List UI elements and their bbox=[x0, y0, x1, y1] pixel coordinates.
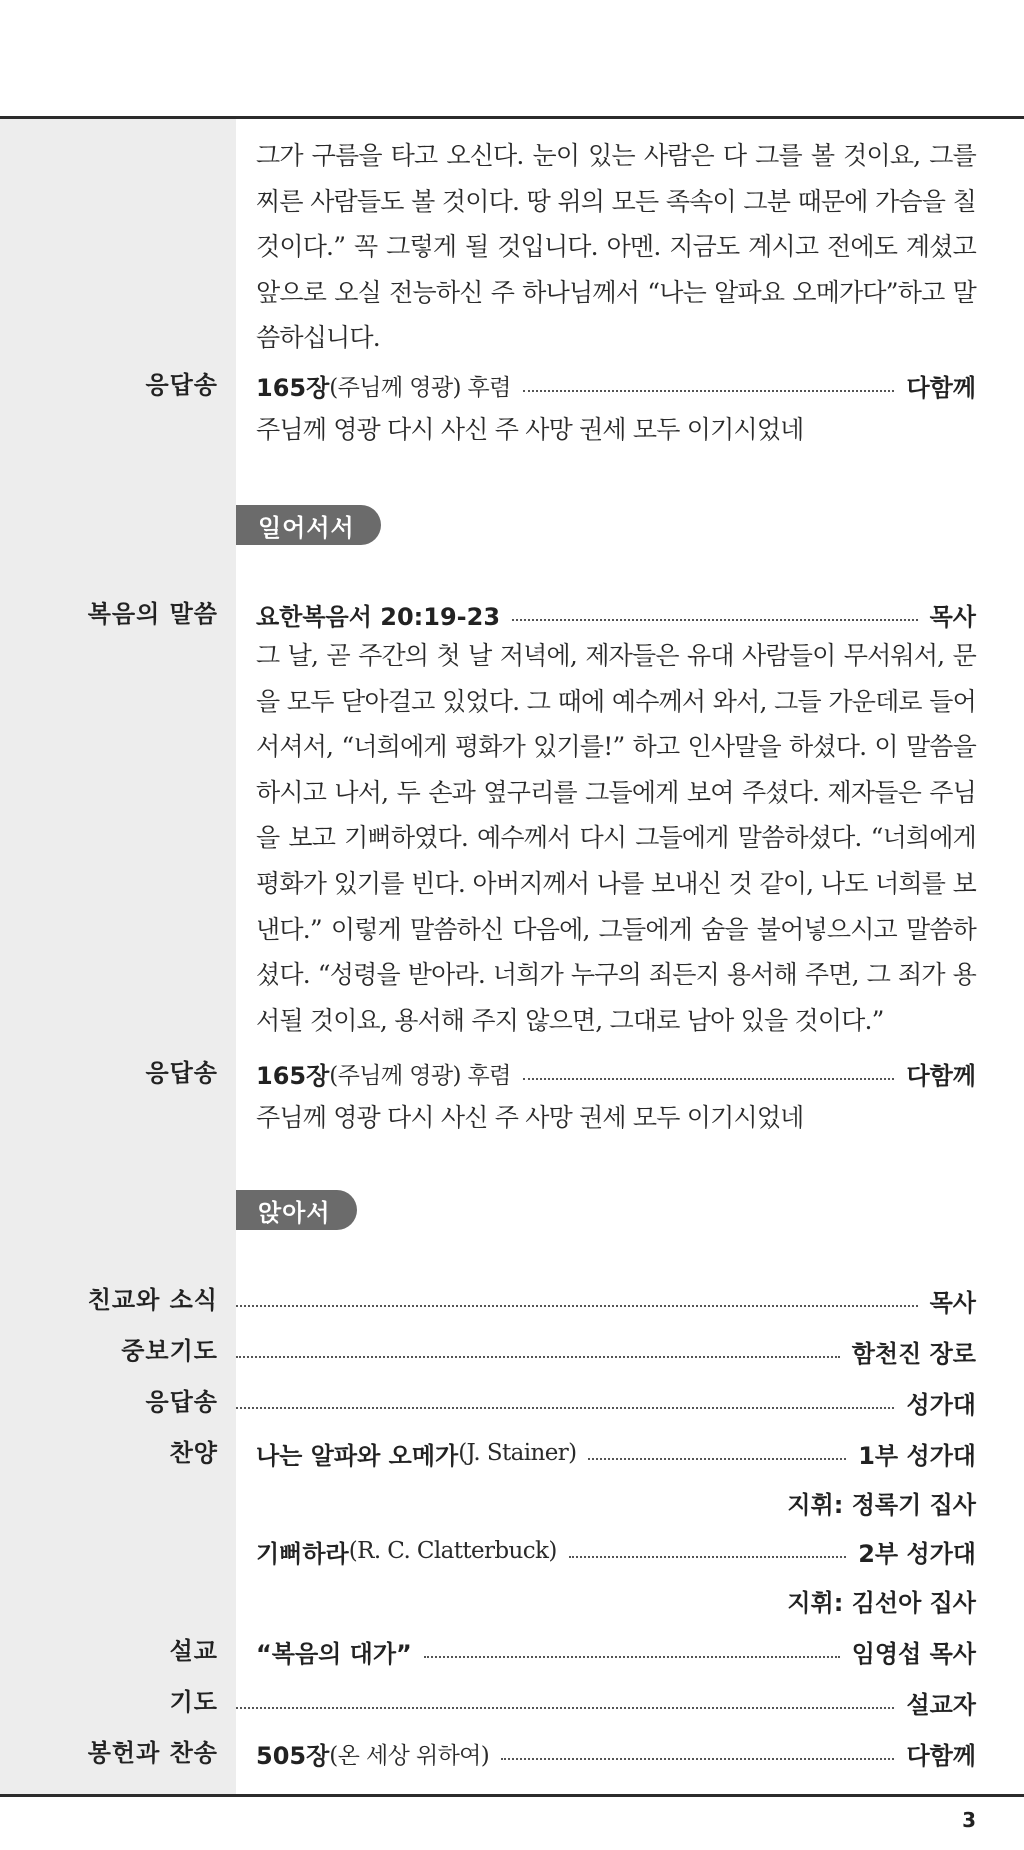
anthem-conductor-1: 지휘: 정록기 집사 bbox=[787, 1490, 976, 1519]
offering-person: 다함께 bbox=[906, 1741, 976, 1770]
anthem-conductor-row-2 bbox=[256, 1580, 976, 1620]
gospel-reference: 요한복음서 20:19-23 bbox=[256, 602, 501, 631]
scripture-paragraph-1: 그가 구름을 타고 오신다. 눈이 있는 사람은 다 그를 볼 것이요, 그를 찌른 사람들도 볼 것이다. 땅 위의 모든 족속이 그분 때문에 가슴을 칠 것이다.” 꼭 그렇게 될 것입니다. 아멘. 지금도 계시고 전에도 계셨고 앞으로 오실 전능하신 주 하나님께서 “나는 알파요 오메가다”하고 말씀하십니다. bbox=[256, 141, 976, 353]
leader-dots bbox=[236, 1305, 918, 1307]
anthem-conductor-row-1 bbox=[256, 1482, 976, 1522]
hymn-performer: 다함께 bbox=[906, 1061, 976, 1090]
response-row-2 bbox=[256, 1053, 976, 1093]
anthem-performer-2: 2부 성가대 bbox=[858, 1539, 976, 1568]
intercession-label: 중보기도 bbox=[121, 1337, 218, 1365]
leader-dots bbox=[588, 1458, 846, 1460]
anthem-title-2: 기뻐하라 bbox=[256, 1539, 349, 1568]
sermon-title: “복음의 대가” bbox=[256, 1639, 412, 1668]
intercession-person: 함천진 장로 bbox=[851, 1339, 976, 1368]
leader-dots bbox=[236, 1707, 894, 1709]
leader-dots bbox=[569, 1556, 846, 1558]
response-label-2: 응답송 bbox=[145, 1059, 218, 1087]
gospel-row bbox=[256, 594, 976, 634]
hymn-title: (주님께 영광) 후렴 bbox=[329, 374, 511, 401]
anthem-row-2 bbox=[256, 1531, 976, 1571]
bottom-rule bbox=[0, 1794, 1024, 1797]
anthem-title-1: 나는 알파와 오메가 bbox=[256, 1441, 459, 1470]
leader-dots bbox=[523, 1078, 895, 1080]
leader-dots bbox=[501, 1758, 894, 1760]
hymn-number: 165장 bbox=[256, 1061, 330, 1090]
stand-badge: 일어서서 bbox=[236, 505, 381, 545]
anthem-performer-1: 1부 성가대 bbox=[858, 1441, 976, 1470]
anthem-row-1 bbox=[256, 1433, 976, 1473]
response-row-1 bbox=[256, 365, 976, 405]
fellowship-row bbox=[236, 1280, 976, 1320]
hymn-performer: 다함께 bbox=[906, 373, 976, 402]
scripture-paragraph-2: 그 날, 곧 주간의 첫 날 저녁에, 제자들은 유대 사람들이 무서워서, 문을 모두 닫아걸고 있었다. 그 때에 예수께서 와서, 그들 가운데로 들어서셔서, “너희에게 평화가 있기를!” 하고 인사말을 하셨다. 이 말씀을 하시고 나서, 두 손과 옆구리를 그들에게 보여 주셨다. 제자들은 주님을 보고 기뻐하였다. 예수께서 다시 그들에게 말씀하셨다. “너희에게 평화가 있기를 빈다. 아버지께서 나를 보내신 것 같이, 나도 너희를 보낸다.” 이렇게 말씀하신 다음에, 그들에게 숨을 불어넣으시고 말씀하셨다. “성령을 받아라. 너희가 누구의 죄든지 용서해 주면, 그 죄가 용서될 것이요, 용서해 주지 않으면, 그대로 남아 있을 것이다.” bbox=[256, 641, 976, 1035]
leader-dots bbox=[523, 390, 895, 392]
anthem-composer-1: (J. Stainer) bbox=[458, 1440, 577, 1466]
response-lyrics-1: 주님께 영광 다시 사신 주 사망 권세 모두 이기시었네 bbox=[256, 415, 804, 444]
anthem-label: 찬양 bbox=[169, 1439, 218, 1467]
leader-dots bbox=[236, 1356, 840, 1358]
response-person: 성가대 bbox=[906, 1390, 976, 1419]
response-lyrics-2: 주님께 영광 다시 사신 주 사망 권세 모두 이기시었네 bbox=[256, 1103, 804, 1132]
hymn-number: 165장 bbox=[256, 373, 330, 402]
page-number: 3 bbox=[962, 1808, 976, 1832]
offering-label: 봉헌과 찬송 bbox=[87, 1739, 218, 1767]
anthem-conductor-2: 지휘: 김선아 집사 bbox=[787, 1588, 976, 1617]
leader-dots bbox=[236, 1407, 894, 1409]
hymn-title: (주님께 영광) 후렴 bbox=[329, 1062, 511, 1089]
intercession-row bbox=[236, 1331, 976, 1371]
sit-badge: 앉아서 bbox=[236, 1190, 357, 1230]
offering-row bbox=[256, 1733, 976, 1773]
prayer-row bbox=[236, 1682, 976, 1722]
anthem-composer-2: (R. C. Clatterbuck) bbox=[348, 1538, 557, 1564]
sermon-person: 임영섭 목사 bbox=[851, 1639, 976, 1668]
leader-dots bbox=[512, 619, 918, 621]
response-label-1: 응답송 bbox=[145, 371, 218, 399]
offering-hymn-title: (온 세상 위하여) bbox=[329, 1742, 490, 1769]
response-row-3 bbox=[236, 1382, 976, 1422]
prayer-person: 설교자 bbox=[906, 1690, 976, 1719]
sermon-row bbox=[256, 1631, 976, 1671]
fellowship-person: 목사 bbox=[929, 1288, 976, 1317]
prayer-label: 기도 bbox=[169, 1688, 218, 1716]
leader-dots bbox=[424, 1656, 840, 1658]
gospel-reader: 목사 bbox=[929, 602, 976, 631]
fellowship-label: 친교와 소식 bbox=[87, 1286, 218, 1314]
offering-hymn-number: 505장 bbox=[256, 1741, 330, 1770]
sermon-label: 설교 bbox=[169, 1637, 218, 1665]
response-label-3: 응답송 bbox=[145, 1388, 218, 1416]
gospel-label: 복음의 말씀 bbox=[87, 600, 218, 628]
